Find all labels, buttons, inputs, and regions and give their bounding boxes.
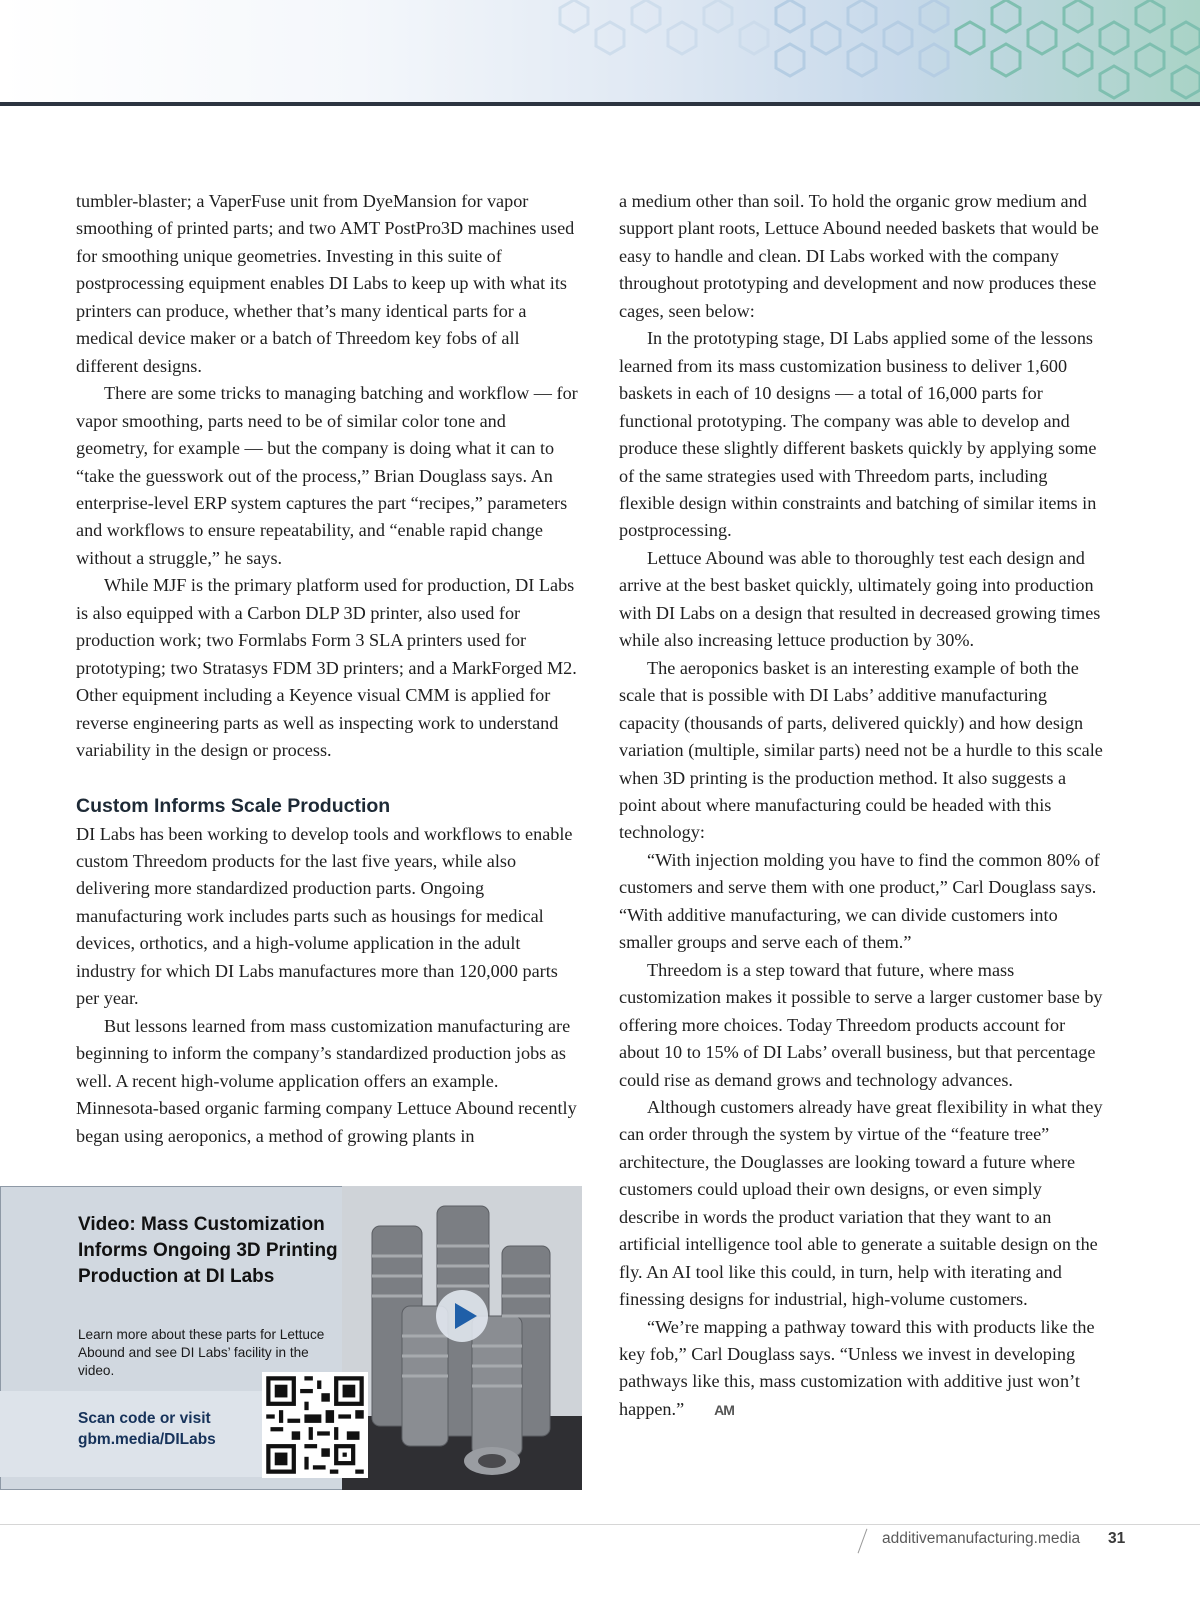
body-paragraph: tumbler-blaster; a VaperFuse unit from DyeMansion for vapor smoothing of printed parts; and two AMT PostPro3D machines used for smoothing unique geometries. Investing in this suite of postprocessing equipment enables DI Labs to keep up with what its printers can produce, whether that’s many identical parts for a medical device maker or a batch of Threedom key fobs of all different designs. xyxy=(76,191,575,376)
header-divider xyxy=(0,102,1200,106)
footer-slash-decoration xyxy=(858,1529,868,1554)
hexagon-pattern-graphic xyxy=(0,0,1200,104)
body-paragraph: Lettuce Abound was able to thoroughly test each design and arrive at the best basket quickly, ultimately going into production with DI Labs on a design that resulted in decreased growing times while also increasing lettuce production by 30%. xyxy=(619,547,1101,651)
closing-quote-text: “We’re mapping a pathway toward this with products like the key fob,” Carl Douglass says. “Unless we invest in developing pathways like this, mass customization with additive just won’t happen.” xyxy=(619,1316,1095,1419)
header-hexagon-banner xyxy=(0,0,1200,104)
qr-code-graphic xyxy=(262,1372,368,1478)
promo-cta-link[interactable]: Scan code or visit gbm.media/DILabs xyxy=(78,1410,216,1448)
qr-code-icon[interactable] xyxy=(262,1372,368,1478)
body-paragraph: While MJF is the primary platform used for production, DI Labs is also equipped with a Carbon DLP 3D printer, also used for production work; two Formlabs Form 3 SLA printers used for prototyping; two Stratasys FDM 3D printers; and a MarkForged M2. Other equipment including a Keyence visual CMM is applied for reverse engineering parts as well as inspecting work to understand variability in the design or process. xyxy=(76,575,577,761)
body-paragraph: Although customers already have great flexibility in what they can order through the system by virtue of the “feature tree” architecture, the Douglasses are looking toward a future where customers could upload their own designs, or even simply describe in words the product variation that they want to an artificial intelligence tool able to generate a suitable design on the fly. An AI tool like this could, in turn, help with iterating and finessing designs for industrial, high-volume customers. xyxy=(619,1096,1103,1310)
footer-website[interactable]: additivemanufacturing.media xyxy=(882,1530,1081,1547)
body-paragraph: DI Labs has been working to develop tools and workflows to enable custom Threedom products for the last five years, while also delivering more standardized production parts. Ongoing manufacturing work includes parts such as housings for medical devices, orthotics, and a high-volume application in the adult industry for which DI Labs manufactures more than 120,000 parts per year. xyxy=(76,823,573,1009)
body-paragraph: But lessons learned from mass customization manufacturing are beginning to inform the company’s standardized production jobs as well. A recent high-volume application offers an example. Minnesota-based organic farming company Lettuce Abound recently began using aeroponics, a method of growing plants in xyxy=(76,1015,577,1146)
body-paragraph-final xyxy=(619,1314,1105,1425)
promo-description: Learn more about these parts for Lettuce Abound and see DI Labs’ facility in the video. xyxy=(78,1327,325,1378)
promo-title: Video: Mass Customization Informs Ongoing 3D Printing Production at DI Labs xyxy=(78,1214,338,1287)
section-subheading: Custom Informs Scale Production xyxy=(76,794,391,817)
body-paragraph: “With injection molding you have to find the common 80% of customers and serve them with one product,” Carl Douglass says. “With additive manufacturing, we can divide customers into smaller groups and serve each of them.” xyxy=(619,849,1100,953)
page-number: 31 xyxy=(1108,1530,1126,1547)
body-paragraph: In the prototyping stage, DI Labs applied some of the lessons learned from its mass customization business to deliver 1,600 baskets in each of 10 designs — a total of 16,000 parts for functional prototyping. The company was able to develop and produce these slightly different baskets quickly by applying some of the same strategies used with Threedom parts, including flexible design within constraints and batching of similar items in postprocessing. xyxy=(619,328,1097,541)
am-end-mark-icon: AM xyxy=(714,1401,734,1418)
footer-divider xyxy=(0,1524,1200,1525)
body-paragraph: There are some tricks to managing batching and workflow — for vapor smoothing, parts need to be of similar color tone and geometry, for example — but the company is doing what it can to “take the guesswork out of the process,” Brian Douglass says. An enterprise-level ERP system captures the part “recipes,” parameters and workflows to ensure repeatability, and “enable rapid change without a struggle,” he says. xyxy=(76,383,578,568)
video-play-icon[interactable] xyxy=(436,1290,488,1342)
article-column-left xyxy=(76,188,580,1150)
body-paragraph: Threedom is a step toward that future, where mass customization makes it possible to serve a larger customer base by offering more choices. Today Threedom products account for about 10 to 15% of DI Labs’ overall business, but that percentage could rise as demand grows and technology advances. xyxy=(619,959,1103,1090)
body-paragraph: The aeroponics basket is an interesting example of both the scale that is possible with DI Labs’ additive manufacturing capacity (thousands of parts, delivered quickly) and how design variation (multiple, similar parts) need not be a hurdle to this scale when 3D printing is the production method. It also suggests a point about where manufacturing could be headed with this technology: xyxy=(619,657,1103,843)
body-paragraph: a medium other than soil. To hold the organic grow medium and support plant roots, Lettuce Abound needed baskets that would be easy to handle and clean. DI Labs worked with the company throughout prototyping and development and now produces these cages, seen below: xyxy=(619,191,1099,321)
video-promo-box[interactable] xyxy=(0,1186,582,1490)
article-column-right xyxy=(619,188,1105,1424)
